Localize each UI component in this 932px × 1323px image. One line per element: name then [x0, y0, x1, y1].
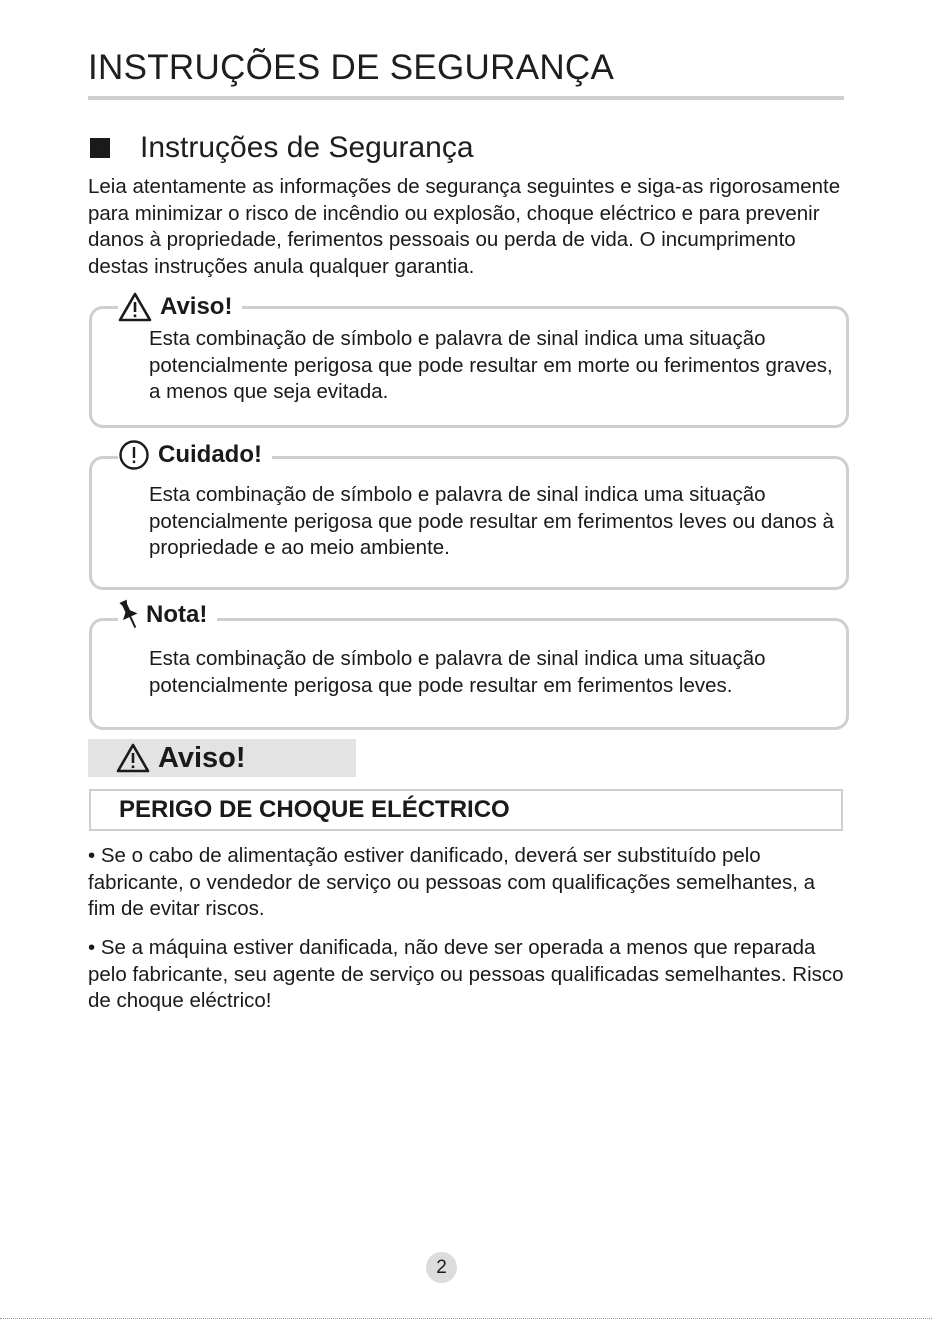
- divider: [268, 306, 828, 309]
- page-bottom-border: [0, 1318, 932, 1319]
- caution-circle-icon: [118, 439, 150, 471]
- section-heading: [88, 128, 474, 168]
- notice-label-text: Cuidado!: [158, 441, 262, 468]
- notice-text-note: Esta combinação de símbolo e palavra de sinal indica uma situação potencialmente perigosa que pode resultar em ferimentos leves.: [149, 647, 766, 697]
- notice-label-text: Aviso!: [160, 293, 233, 320]
- danger-title-box: [89, 789, 843, 831]
- warning-triangle-icon: [116, 743, 150, 773]
- notice-label-text: Nota!: [146, 601, 208, 628]
- page-number: 2: [426, 1252, 457, 1283]
- intro-paragraph: Leia atentamente as informações de segurança seguintes e siga-as rigorosamente para minimizar o risco de incêndio ou explosão, choque eléctrico e para prevenir danos à propriedade, ferimentos pessoais ou perda de vida. O incumprimento destas instruções anula qualquer garantia.: [88, 175, 841, 279]
- square-bullet-icon: [90, 138, 110, 158]
- warning-triangle-icon: [118, 292, 152, 322]
- danger-title: PERIGO DE CHOQUE ELÉCTRICO: [119, 796, 510, 823]
- bullet-item: • Se o cabo de alimentação estiver danificado, deverá ser substituído pelo fabricante, o vendedor de serviço ou pessoas com qualificações semelhantes, a fim de evitar riscos.: [88, 844, 816, 921]
- notice-text-warning: Esta combinação de símbolo e palavra de sinal indica uma situação potencialmente perigosa que pode resultar em morte ou ferimentos graves, a menos que seja evitada.: [149, 327, 833, 404]
- warning-banner-label: Aviso!: [158, 741, 246, 774]
- notice-label-warning: [118, 290, 242, 324]
- section-heading-text: Instruções de Segurança: [140, 131, 474, 164]
- pushpin-icon: [118, 598, 142, 632]
- bullet-item: • Se a máquina estiver danificada, não deve ser operada a menos que reparada pelo fabricante, seu agente de serviço ou pessoas qualificadas semelhantes. Risco de choque eléctrico!: [88, 936, 844, 1013]
- divider: [236, 618, 828, 621]
- notice-text-caution: Esta combinação de símbolo e palavra de sinal indica uma situação potencialmente perigosa que pode resultar em ferimentos leves ou danos à propriedade e ao meio ambiente.: [149, 483, 834, 560]
- notice-label-caution: [118, 438, 272, 472]
- divider: [296, 456, 828, 459]
- page-title: INSTRUÇÕES DE SEGURANÇA: [88, 46, 844, 100]
- notice-label-note: [118, 598, 217, 632]
- warning-banner: [88, 739, 356, 777]
